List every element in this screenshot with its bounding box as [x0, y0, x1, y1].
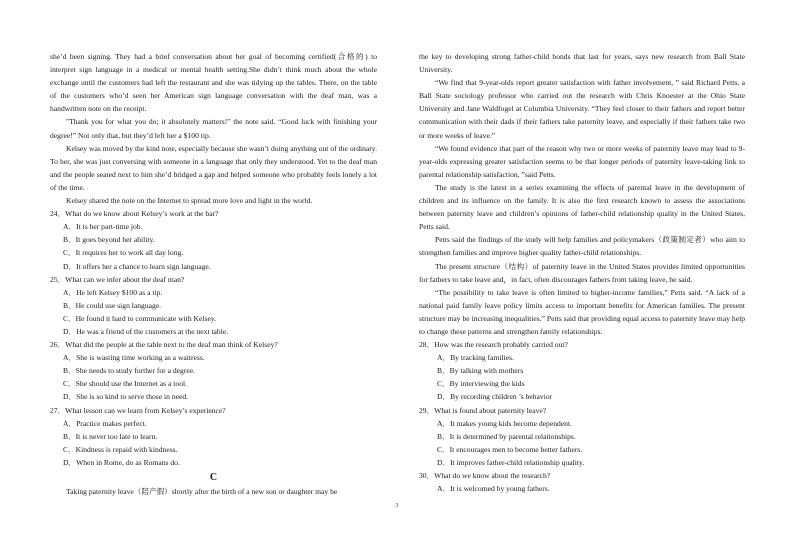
answer-option: A．It makes young kids become dependent. [437, 418, 572, 428]
question-stem: 30．What do we know about the research? [419, 471, 551, 480]
answer-option: C．He found it hard to communicate with Kelsey. [63, 313, 217, 323]
answer-option: C．She should use the Internet as a tool. [63, 379, 188, 389]
question-stem: 27．What lesson can we learn from Kelsey’s experience? [50, 405, 226, 415]
answer-option: A．It is welcomed by young fathers. [437, 484, 550, 494]
answer-option: D．When in Rome, do as Romans do. [63, 457, 180, 467]
passage-c-intro: Taking paternity leave（陪产假）shortly after the birth of a new son or daughter may be [66, 487, 338, 496]
answer-option: C．Kindness is repaid with kindness. [63, 444, 178, 454]
passage-b-paragraph: Kelsey shared the note on the Internet to spread more love and light in the world. [66, 196, 313, 206]
answer-option: D．It improves father-child relationship quality. [437, 457, 585, 467]
answer-option: C．It requires her to work all day long. [63, 248, 184, 258]
answer-option: C．By interviewing the kids [437, 379, 525, 389]
question-26 [50, 338, 377, 403]
answer-option: B．It goes beyond her ability. [63, 235, 155, 245]
passage-c-paragraph: The study is the latest in a series examining the effects of parental leave in the development of children and its influence on the family. It is also the first research known to assess the associations between paternity leave and children’s opinions of father-child relationship quality in the United States, Petts said. [419, 182, 745, 232]
answer-option: A．She is wasting time working as a waitress. [63, 353, 205, 363]
answer-option: A．By tracking families. [437, 353, 514, 363]
answer-option: D．He was a friend of the customers at the next table. [63, 326, 229, 336]
question-29 [419, 404, 745, 469]
answer-option: B．It is never too late to learn. [63, 431, 158, 441]
answer-option: D．It offers her a chance to learn sign language. [63, 261, 211, 271]
answer-option: B．He could use sign language. [63, 300, 162, 310]
question-stem: 28．How was the research probably carried out? [419, 340, 568, 350]
answer-option: B．She needs to study further for a degree. [63, 366, 196, 376]
passage-c-paragraph: the key to developing strong father-child bonds that last for years, says new research from Ball State University. [419, 52, 745, 75]
passage-b-paragraph: "Thank you for what you do; it absolutely matters!" the note said. “Good luck with finishing your degree!” Not only that, but they’d left her a $100 tip. [50, 117, 377, 140]
right-column [419, 50, 745, 495]
passage-c-paragraph: The present structure（结构）of paternity leave in the United States provides limited opportunities for fathers to take leave and，in fact, often discourages fathers from taking leave, he said. [419, 261, 745, 284]
question-30 [419, 469, 745, 495]
passage-c-paragraph: Petts said the findings of the study will help families and policymakers（政策制定者）who aim to strengthen families and improve higher quality father-child relationships. [419, 235, 745, 258]
question-stem: 25．What can we infer about the deaf man? [50, 274, 185, 284]
answer-option: A．Practice makes perfect. [63, 418, 147, 428]
answer-option: D．She is so kind to serve those in need. [63, 392, 189, 402]
page-number: 3 [395, 503, 399, 509]
answer-option: A．He left Kelsey $100 as a tip. [63, 287, 163, 297]
question-27 [50, 404, 377, 469]
answer-option: D．By recording children ’s behavior [437, 392, 553, 402]
section-heading: C [209, 472, 218, 483]
passage-b-paragraph: Kelsey was moved by the kind note, especially because she wasn’t doing anything out of the ordinary. To her, she was just conversing with someone in a language that only they understood. Yet to the deaf man and the people seated next to him she’d bridged a gap and helped someone who probably feels lonely a lot of the time. [50, 143, 377, 192]
question-24 [50, 207, 377, 272]
question-stem: 29．What is found about paternity leave? [419, 405, 547, 415]
passage-c-paragraph: “We find that 9-year-olds report greater satisfaction with father involvement, ” said Richard Petts, a Ball State sociology professor who carried out the research with Chris Knoester at the Ohio State University and Jane Waldfogel at Columbia University. “They feel closer to their fathers and report better communication with their dads if their fathers take paternity leave, and especially if their fathers take two or more weeks of leave.” [419, 78, 745, 140]
question-25 [50, 273, 377, 338]
passage-c-paragraph: “The possibility to take leave is often limited to higher-income families,” Petts said. “A lack of a national paid family leave policy limits access to important benefits for American families. The present structure may be increasing inequalities.” Petts said that providing equal access to paternity leave may help to change these patterns and strengthen family relationships. [419, 287, 745, 336]
left-column [50, 50, 377, 498]
answer-option: A．It is her part-time job. [63, 222, 143, 232]
question-28 [419, 338, 745, 403]
answer-option: C．It encourages men to become better fathers. [437, 444, 583, 454]
answer-option: B．It is determined by parental relationships. [437, 431, 576, 441]
question-stem: 24．What do we know about Kelsey’s work at the bar? [50, 209, 219, 219]
answer-option: B．By talking with mothers [437, 366, 524, 376]
passage-c-paragraph: “We found evidence that part of the reason why two or more weeks of paternity leave may lead to 9-year-olds expressing greater satisfaction seems to be that longer periods of paternity leave-taking link to parental relationship satisfaction, ”said Petts. [419, 143, 745, 179]
passage-b-paragraph: she’d been signing. They had a brief conversation about her goal of becoming certified(合格的) to interpret sign language in a medical or mental health setting.She didn’t think much about the whole exchange until the customers had left the restaurant and she was tidying up the tables. There, on the table of the customers who’d seen her American sign language conversation with the deaf man, was a handwritten note on the receipt. [50, 52, 377, 114]
question-stem: 26．What did the people at the table next to the deaf man think of Kelsey? [50, 340, 278, 350]
